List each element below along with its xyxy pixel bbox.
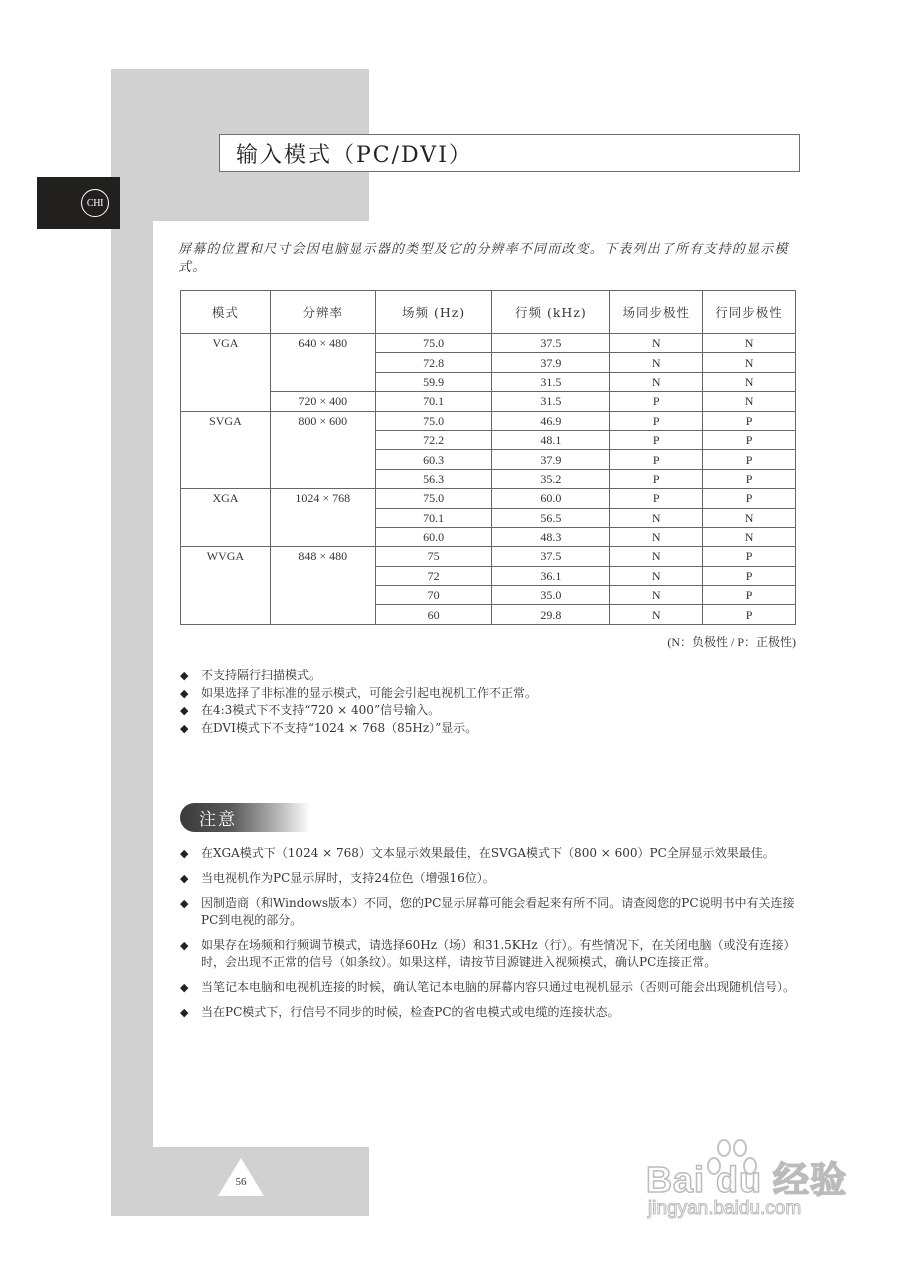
watermark-brand: Bai du 经验 xyxy=(646,1159,848,1200)
intro-paragraph: 屏幕的位置和尺寸会因电脑显示器的类型及它的分辨率不同而改变。下表列出了所有支持的显示模式。 xyxy=(178,242,789,275)
table-body xyxy=(181,334,796,625)
cell-resolution: 848 × 480 xyxy=(270,547,375,625)
cell-vertical-polarity: N xyxy=(610,508,703,527)
cell-vertical-frequency: 75 xyxy=(375,547,492,566)
cell-resolution: 1024 × 768 xyxy=(270,489,375,547)
watermark-url: jingyan.baidu.com xyxy=(648,1198,802,1219)
cell-horizontal-frequency: 31.5 xyxy=(492,372,610,391)
list-item: ◆ 如果选择了非标准的显示模式，可能会引起电视机工作不正常。 xyxy=(180,685,800,703)
cell-vertical-polarity: N xyxy=(610,372,703,391)
page-number: 56 xyxy=(235,1176,247,1188)
cell-horizontal-polarity: N xyxy=(703,392,796,411)
header-mode: 模式 xyxy=(181,291,271,334)
table-row xyxy=(181,547,796,566)
list-item: ◆ 如果存在场频和行频调节模式，请选择60Hz（场）和31.5KHz（行）。有些情况下，在关闭电脑（或没有连接）时，会出现不正常的信号（如条纹）。如果这样，请按节目源键进入视频模式，确认PC连接正常。 xyxy=(180,938,796,969)
baidu-watermark xyxy=(640,1140,865,1225)
cell-resolution: 640 × 480 xyxy=(270,334,375,392)
language-badge: CHI xyxy=(81,189,109,217)
list-item: ◆ 当电视机作为PC显示屏时，支持24位色（增强16位）。 xyxy=(180,871,495,885)
cell-vertical-polarity: P xyxy=(610,469,703,488)
diamond-bullet-icon: ◆ xyxy=(180,1006,189,1019)
cell-resolution: 720 × 400 xyxy=(270,392,375,411)
page-title: 输入模式（PC/DVI） xyxy=(236,142,473,168)
cell-horizontal-frequency: 36.1 xyxy=(492,566,610,585)
cell-vertical-frequency: 60.3 xyxy=(375,450,492,469)
cell-horizontal-polarity: N xyxy=(703,372,796,391)
cell-horizontal-frequency: 37.9 xyxy=(492,450,610,469)
cell-vertical-polarity: N xyxy=(610,353,703,372)
table-row xyxy=(181,411,796,430)
cell-vertical-polarity: N xyxy=(610,527,703,546)
diamond-bullet-icon: ◆ xyxy=(180,686,189,700)
diamond-bullet-icon: ◆ xyxy=(180,669,189,682)
cell-vertical-polarity: N xyxy=(610,605,703,624)
list-item: ◆ 在4:3模式下不支持“720 × 400”信号输入。 xyxy=(180,702,800,720)
table-row xyxy=(181,334,796,353)
cell-mode: SVGA xyxy=(181,411,271,489)
cell-vertical-frequency: 70.1 xyxy=(375,392,492,411)
diamond-bullet-icon: ◆ xyxy=(180,939,189,952)
cell-horizontal-polarity: P xyxy=(703,605,796,624)
cell-horizontal-frequency: 35.0 xyxy=(492,586,610,605)
cell-vertical-polarity: N xyxy=(610,586,703,605)
diamond-bullet-icon: ◆ xyxy=(180,897,189,910)
cell-vertical-polarity: P xyxy=(610,411,703,430)
caution-list xyxy=(180,845,800,1029)
list-item: ◆ 当在PC模式下，行信号不同步的时候，检查PC的省电模式或电缆的连接状态。 xyxy=(180,1005,620,1019)
cell-horizontal-polarity: P xyxy=(703,586,796,605)
caution-heading xyxy=(180,803,310,832)
cell-vertical-frequency: 60.0 xyxy=(375,527,492,546)
cell-horizontal-polarity: N xyxy=(703,527,796,546)
header-vertical-polarity: 场同步极性 xyxy=(610,291,703,334)
decorative-gray-strip xyxy=(111,69,153,1149)
cell-horizontal-polarity: P xyxy=(703,547,796,566)
cell-vertical-frequency: 70 xyxy=(375,586,492,605)
table-row xyxy=(181,392,796,411)
cell-vertical-polarity: P xyxy=(610,450,703,469)
language-tab xyxy=(37,177,120,229)
cell-horizontal-polarity: N xyxy=(703,353,796,372)
caution-label: 注意 xyxy=(199,810,237,830)
cell-horizontal-frequency: 37.5 xyxy=(492,334,610,353)
cell-vertical-frequency: 60 xyxy=(375,605,492,624)
cell-vertical-polarity: P xyxy=(610,430,703,449)
cell-horizontal-polarity: N xyxy=(703,334,796,353)
cell-vertical-frequency: 59.9 xyxy=(375,372,492,391)
notes-list xyxy=(180,667,800,737)
cell-horizontal-frequency: 60.0 xyxy=(492,489,610,508)
cell-horizontal-frequency: 35.2 xyxy=(492,469,610,488)
cell-vertical-polarity: P xyxy=(610,489,703,508)
cell-horizontal-frequency: 31.5 xyxy=(492,392,610,411)
polarity-legend: (N：负极性 / P：正极性) xyxy=(667,635,796,649)
list-item: ◆ 在XGA模式下（1024 × 768）文本显示效果最佳，在SVGA模式下（800 × 600）PC全屏显示效果最佳。 xyxy=(180,846,775,860)
page-title-box xyxy=(219,134,800,172)
cell-vertical-polarity: P xyxy=(610,392,703,411)
cell-vertical-frequency: 72.2 xyxy=(375,430,492,449)
diamond-bullet-icon: ◆ xyxy=(180,721,189,735)
cell-horizontal-frequency: 46.9 xyxy=(492,411,610,430)
cell-vertical-frequency: 75.0 xyxy=(375,489,492,508)
cell-horizontal-frequency: 29.8 xyxy=(492,605,610,624)
diamond-bullet-icon: ◆ xyxy=(180,872,189,885)
cell-horizontal-polarity: P xyxy=(703,411,796,430)
diamond-bullet-icon: ◆ xyxy=(180,981,189,994)
cell-horizontal-frequency: 48.3 xyxy=(492,527,610,546)
cell-horizontal-polarity: P xyxy=(703,450,796,469)
cell-vertical-frequency: 72.8 xyxy=(375,353,492,372)
diamond-bullet-icon: ◆ xyxy=(180,704,189,717)
header-horizontal-frequency: 行频 (kHz) xyxy=(492,291,610,334)
cell-horizontal-frequency: 37.5 xyxy=(492,547,610,566)
display-mode-table xyxy=(180,290,796,625)
cell-mode: VGA xyxy=(181,334,271,412)
header-vertical-frequency: 场频 (Hz) xyxy=(375,291,492,334)
cell-vertical-polarity: N xyxy=(610,547,703,566)
cell-horizontal-polarity: P xyxy=(703,566,796,585)
cell-vertical-frequency: 72 xyxy=(375,566,492,585)
table-header-row xyxy=(181,291,796,334)
list-item: ◆ 不支持隔行扫描模式。 xyxy=(180,667,800,685)
cell-horizontal-polarity: P xyxy=(703,469,796,488)
cell-horizontal-frequency: 37.9 xyxy=(492,353,610,372)
header-horizontal-polarity: 行同步极性 xyxy=(703,291,796,334)
cell-horizontal-polarity: P xyxy=(703,430,796,449)
cell-mode: WVGA xyxy=(181,547,271,625)
cell-horizontal-frequency: 56.5 xyxy=(492,508,610,527)
cell-vertical-frequency: 75.0 xyxy=(375,411,492,430)
cell-resolution: 800 × 600 xyxy=(270,411,375,489)
cell-vertical-polarity: N xyxy=(610,566,703,585)
header-resolution: 分辨率 xyxy=(270,291,375,334)
cell-mode: XGA xyxy=(181,489,271,547)
cell-horizontal-polarity: P xyxy=(703,489,796,508)
table-row xyxy=(181,489,796,508)
list-item: ◆ 在DVI模式下不支持“1024 × 768（85Hz）”显示。 xyxy=(180,720,800,738)
cell-vertical-frequency: 70.1 xyxy=(375,508,492,527)
list-item: ◆ 当笔记本电脑和电视机连接的时候，确认笔记本电脑的屏幕内容只通过电视机显示（否则可能会出现随机信号）。 xyxy=(180,980,796,994)
list-item: ◆ 因制造商（和Windows版本）不同，您的PC显示屏幕可能会看起来有所不同。请查阅您的PC说明书中有关连接PC到电视的部分。 xyxy=(180,896,795,927)
cell-vertical-frequency: 56.3 xyxy=(375,469,492,488)
cell-horizontal-polarity: N xyxy=(703,508,796,527)
cell-horizontal-frequency: 48.1 xyxy=(492,430,610,449)
diamond-bullet-icon: ◆ xyxy=(180,847,189,860)
cell-vertical-frequency: 75.0 xyxy=(375,334,492,353)
cell-vertical-polarity: N xyxy=(610,334,703,353)
